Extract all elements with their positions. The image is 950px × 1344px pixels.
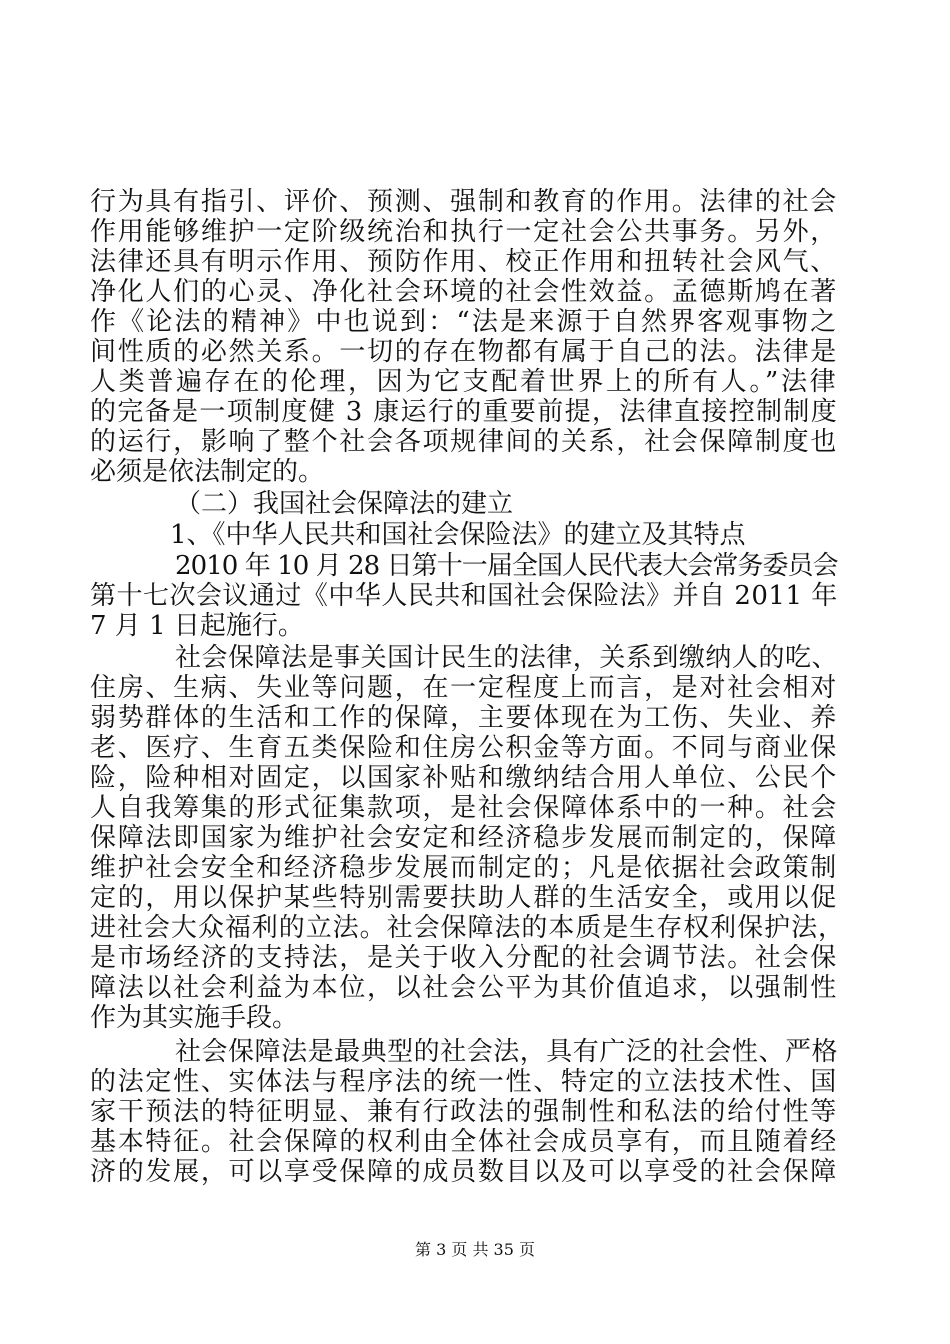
text-line: （二）我国社会保障法的建立 [175, 489, 514, 519]
text-line: 维护社会安全和经济稳步发展而制定的；凡是依据社会政策制 [90, 853, 839, 883]
text-line: 行为具有指引、评价、预测、强制和教育的作用。法律的社会 [90, 187, 839, 217]
text-line: 人自我筹集的形式征集款项，是社会保障体系中的一种。社会 [90, 793, 839, 823]
text-line: 的法定性、实体法与程序法的统一性、特定的立法技术性、国 [90, 1067, 839, 1097]
text-line: 人类普遍存在的伦理，因为它支配着世界上的所有人。”法律 [90, 367, 839, 397]
text-line: 作为其实施手段。 [90, 1003, 299, 1033]
text-line: 进社会大众福利的立法。社会保障法的本质是生存权利保护法， [90, 913, 845, 943]
text-line: 弱势群体的生活和工作的保障，主要体现在为工伤、失业、养 [90, 703, 839, 733]
text-line: 7 月 1 日起施行。 [90, 611, 304, 641]
text-line: 住房、生病、失业等问题，在一定程度上而言，是对社会相对 [90, 673, 839, 703]
text-line: 间性质的必然关系。一切的存在物都有属于自己的法。法律是 [90, 337, 839, 367]
text-line: 是市场经济的支持法，是关于收入分配的社会调节法。社会保 [90, 943, 839, 973]
text-line: 法律还具有明示作用、预防作用、校正作用和扭转社会风气、 [90, 247, 839, 277]
page-footer: 第 3 页 共 35 页 [415, 1240, 535, 1259]
text-line: 的完备是一项制度健 3 康运行的重要前提，法律直接控制制度 [90, 397, 839, 427]
text-line: 保障法即国家为维护社会安定和经济稳步发展而制定的，保障 [90, 823, 839, 853]
text-line: 必须是依法制定的。 [90, 457, 325, 487]
text-line: 社会保障法是事关国计民生的法律，关系到缴纳人的吃、 [175, 643, 839, 673]
text-line: 老、医疗、生育五类保险和住房公积金等方面。不同与商业保 [90, 733, 839, 763]
text-line: 的运行，影响了整个社会各项规律间的关系，社会保障制度也 [90, 427, 839, 457]
text-line: 基本特征。社会保障的权利由全体社会成员享有，而且随着经 [90, 1127, 839, 1157]
text-line: 社会保障法是最典型的社会法，具有广泛的社会性、严格 [175, 1037, 839, 1067]
text-line: 作《论法的精神》中也说到：“法是来源于自然界客观事物之 [90, 307, 839, 337]
text-line: 障法以社会利益为本位，以社会公平为其价值追求，以强制性 [90, 973, 839, 1003]
text-line: 险，险种相对固定，以国家补贴和缴纳结合用人单位、公民个 [90, 763, 839, 793]
text-line: 净化人们的心灵、净化社会环境的社会性效益。孟德斯鸠在著 [90, 277, 839, 307]
text-line: 家干预法的特征明显、兼有行政法的强制性和私法的给付性等 [90, 1097, 839, 1127]
text-line: 济的发展，可以享受保障的成员数目以及可以享受的社会保障 [90, 1157, 839, 1187]
text-line: 作用能够维护一定阶级统治和执行一定社会公共事务。另外， [90, 217, 839, 247]
text-line: 第十七次会议通过《中华人民共和国社会保险法》并自 2011 年 [90, 581, 838, 611]
text-line: 2010 年 10 月 28 日第十一届全国人民代表大会常务委员会 [175, 551, 838, 581]
text-line: 定的，用以保护某些特别需要扶助人群的生活安全，或用以促 [90, 883, 839, 913]
text-line: 1、《中华人民共和国社会保险法》的建立及其特点 [170, 520, 746, 550]
